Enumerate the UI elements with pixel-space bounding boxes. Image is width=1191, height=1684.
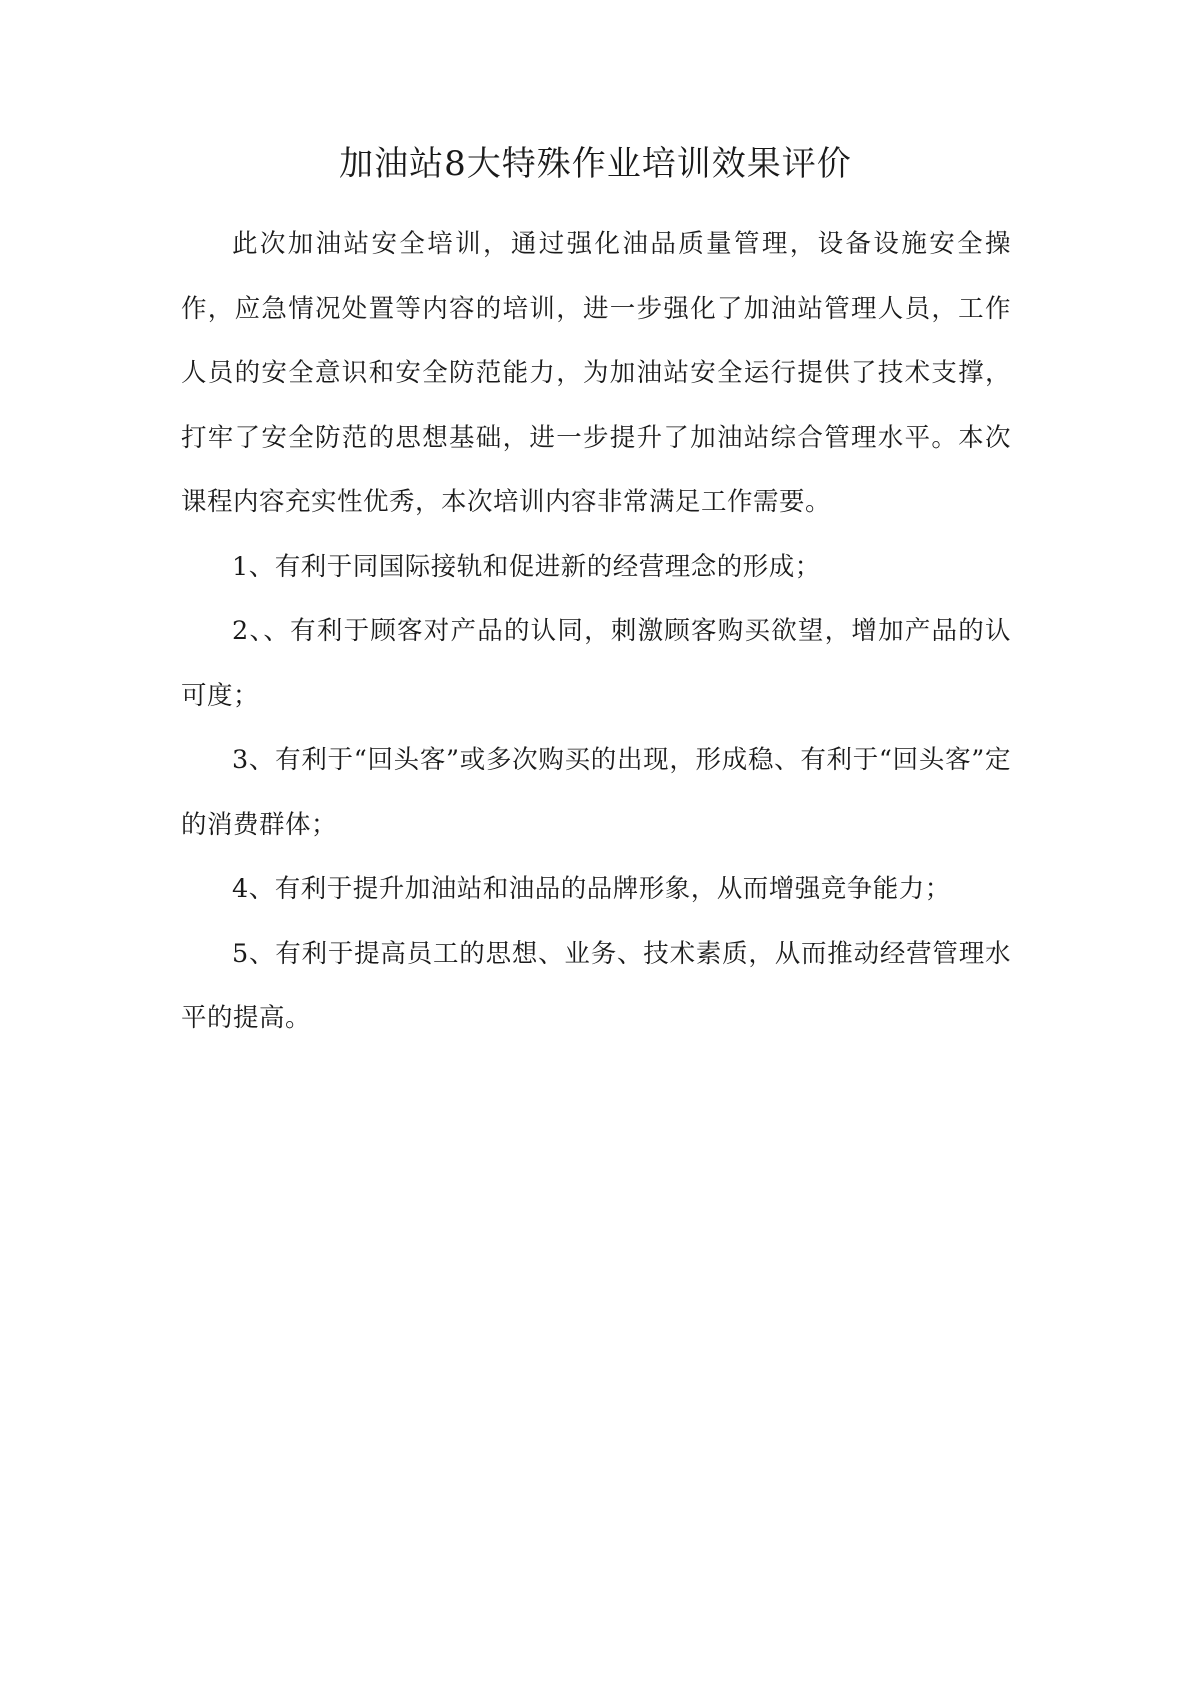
paragraph-item-2: 2、、有利于顾客对产品的认同，刺激顾客购买欲望，增加产品的认可度； [181, 616, 1011, 711]
paragraph-item-4: 4、有利于提升加油站和油品的品牌形象，从而增强竞争能力； [232, 874, 951, 904]
document-body [181, 212, 1011, 1051]
paragraph-item-1: 1、有利于同国际接轨和促进新的经营理念的形成； [232, 551, 821, 582]
paragraph-item-5: 5、有利于提高员工的思想、业务、技术素质，从而推动经营管理水平的提高。 [181, 938, 1011, 1033]
paragraph-intro: 此次加油站安全培训，通过强化油品质量管理，设备设施安全操作，应急情况处置等内容的培训，进一步强化了加油站管理人员，工作人员的安全意识和安全防范能力，为加油站安全运行提供了技术支撑，打牢了安全防范的思想基础，进一步提升了加油站综合管理水平。本次课程内容充实性优秀，本次培训内容非常满足工作需要。 [181, 229, 1011, 517]
paragraph-item-3: 3、有利于“回头客”或多次购买的出现，形成稳、有利于“回头客”定的消费群体； [181, 745, 1011, 840]
document-title: 加油站8大特殊作业培训效果评价 [339, 144, 852, 184]
